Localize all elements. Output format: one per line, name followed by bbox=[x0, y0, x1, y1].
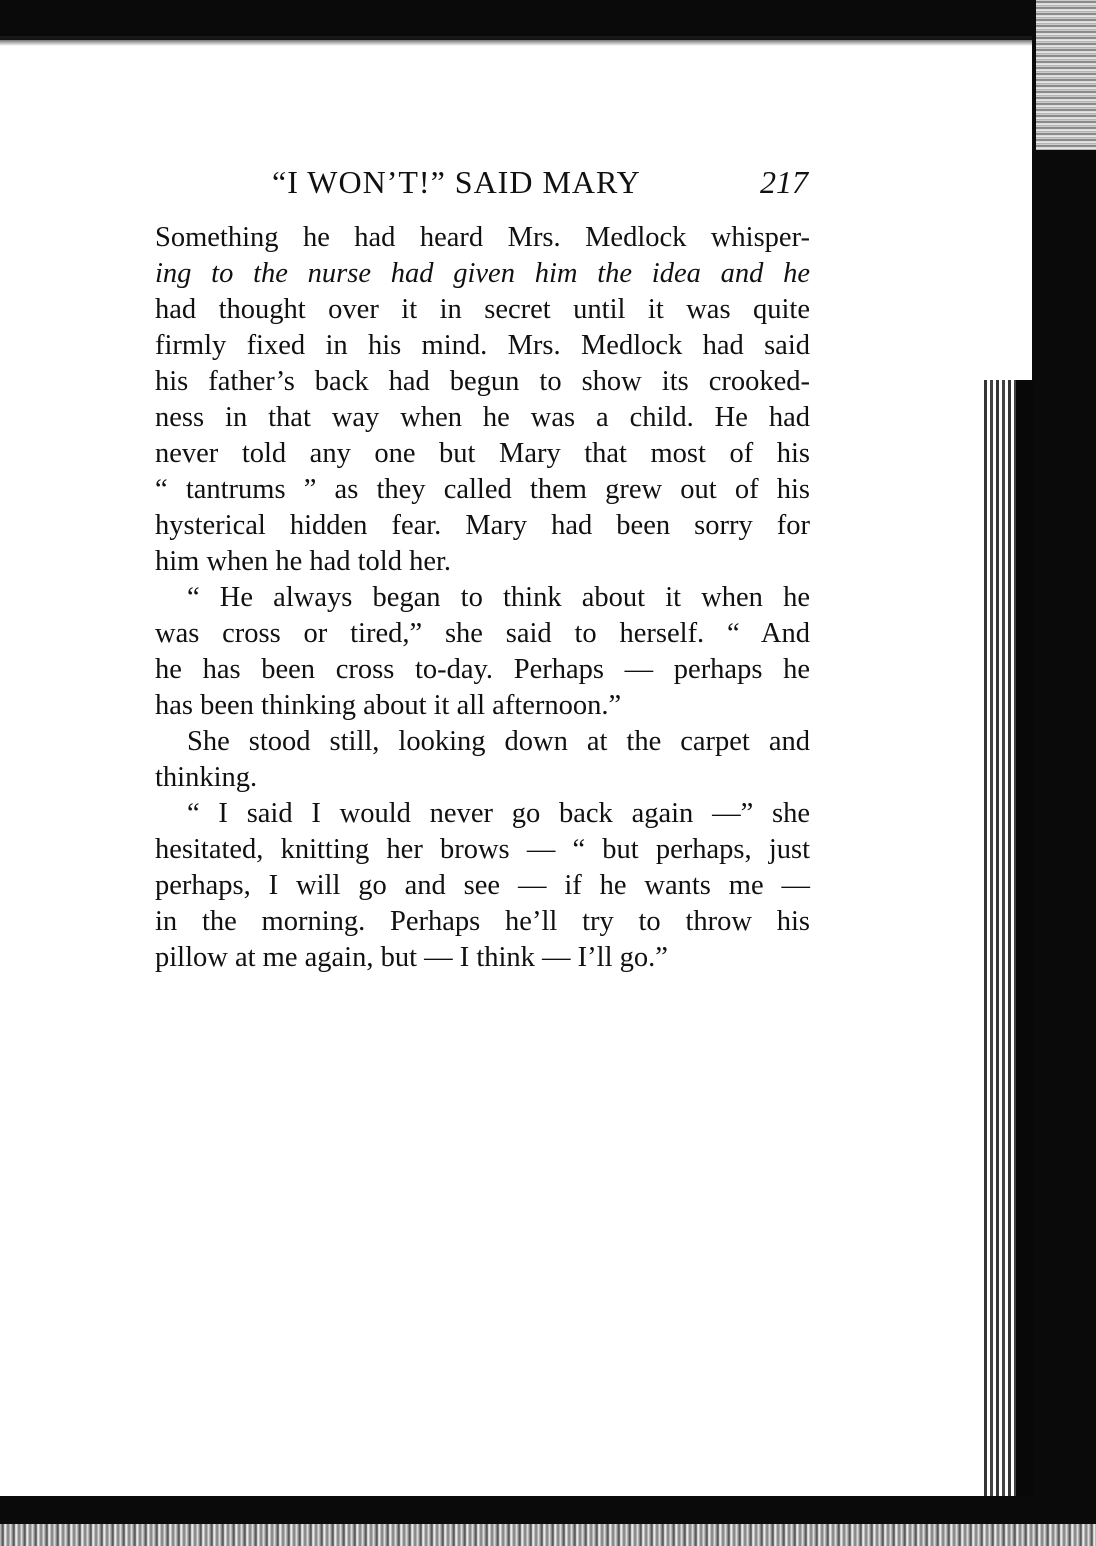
text-line: in the morning. Perhaps he’ll try to throw his bbox=[155, 906, 810, 937]
text-line: thinking. bbox=[155, 762, 258, 793]
text-line: never told any one but Mary that most of his bbox=[155, 438, 810, 469]
text-line: pillow at me again, but — I think — I’ll go.” bbox=[155, 942, 668, 973]
scan-border-top bbox=[0, 0, 1096, 40]
text-line: Something he had heard Mrs. Medlock whisper- bbox=[155, 222, 810, 253]
text-line: his father’s back had begun to show its crooked- bbox=[155, 366, 810, 397]
text-line: ing to the nurse had given him the idea and he bbox=[155, 258, 810, 289]
text-line: he has been cross to-day. Perhaps — perhaps he bbox=[155, 654, 810, 685]
text-line: was cross or tired,” she said to herself. “ And bbox=[155, 618, 810, 649]
text-line: firmly fixed in his mind. Mrs. Medlock had said bbox=[155, 330, 810, 361]
text-line: had thought over it in secret until it was quite bbox=[155, 294, 810, 325]
scan-border-right bbox=[1032, 0, 1096, 1546]
running-title: “I WON’T!” SAID MARY bbox=[272, 164, 641, 200]
scan-noise-bottom bbox=[0, 1524, 1096, 1546]
text-line: ness in that way when he was a child. He had bbox=[155, 402, 810, 433]
text-line: hysterical hidden fear. Mary had been sorry for bbox=[155, 510, 810, 541]
text-line: She stood still, looking down at the carpet and bbox=[187, 726, 810, 757]
text-line: “ I said I would never go back again —” she bbox=[187, 798, 810, 829]
text-line: “ He always began to think about it when he bbox=[187, 582, 810, 613]
scan-shadow-top bbox=[0, 36, 1096, 46]
text-line: has been thinking about it all afternoon.” bbox=[155, 690, 622, 721]
text-line: “ tantrums ” as they called them grew out of his bbox=[155, 474, 810, 505]
text-line: him when he had told her. bbox=[155, 546, 452, 577]
body-text bbox=[155, 220, 810, 976]
scan-noise-right bbox=[1036, 0, 1096, 150]
text-line: perhaps, I will go and see — if he wants me — bbox=[155, 870, 810, 901]
page-number: 217 bbox=[760, 164, 808, 200]
scan-spine-shadow bbox=[1016, 380, 1034, 1500]
text-line: hesitated, knitting her brows — “ but perhaps, just bbox=[155, 834, 810, 865]
